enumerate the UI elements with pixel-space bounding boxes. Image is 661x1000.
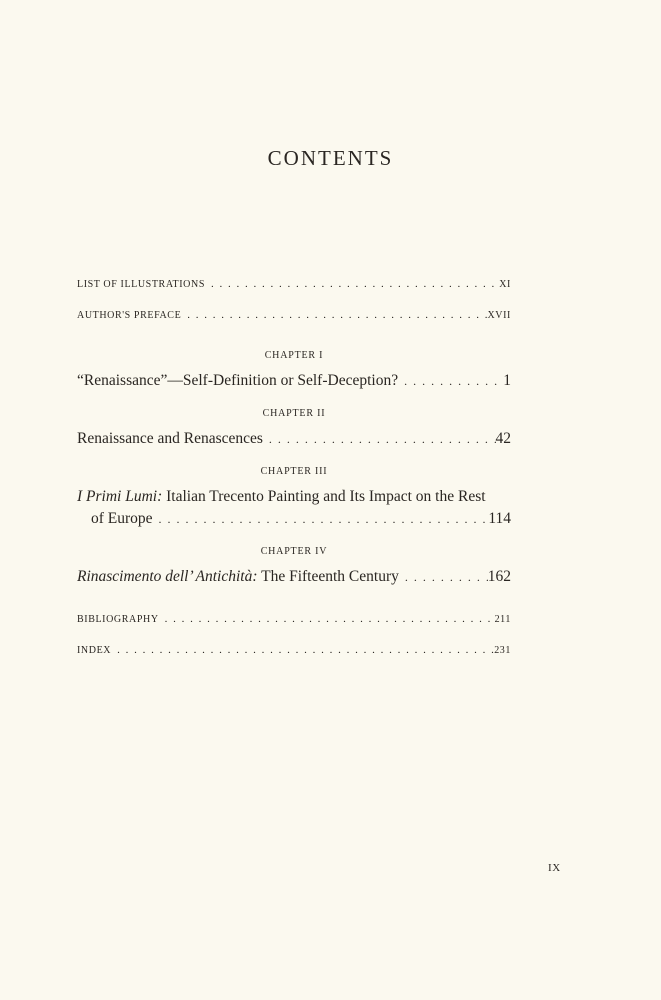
chapter-heading: CHAPTER II: [262, 408, 326, 419]
toc-entry-chapter-2[interactable]: [77, 428, 511, 450]
dot-leader: [153, 508, 489, 530]
toc-entry-label: of Europe: [91, 510, 153, 527]
toc-entry-label: Renaissance and Renascences: [77, 430, 263, 447]
toc-entry-title-rest: The Fifteenth Century: [257, 568, 399, 585]
toc-entry-title-continuation: [77, 508, 511, 530]
toc-entry-chapter-3[interactable]: [77, 486, 511, 530]
toc-entry-page: 1: [503, 372, 511, 389]
page-number: IX: [548, 862, 561, 874]
toc-entry-chapter-4[interactable]: [77, 566, 511, 588]
toc-entry-title-rest: Italian Trecento Painting and Its Impact on the Rest: [162, 488, 486, 505]
toc-entry-page: 162: [487, 568, 511, 585]
toc-entry-chapter-1[interactable]: [77, 370, 511, 392]
toc-entry-list-of-illustrations[interactable]: [77, 272, 511, 303]
toc-entry-label: AUTHOR'S PREFACE: [77, 310, 182, 321]
chapter-heading: CHAPTER III: [260, 466, 328, 477]
toc-entry-italic-title: I Primi Lumi:: [77, 488, 163, 505]
toc-entry-page: 114: [488, 510, 511, 527]
dot-leader: [205, 272, 499, 296]
table-of-contents: [77, 272, 511, 669]
toc-entry-page: XVII: [487, 310, 511, 321]
toc-entry-label: LIST OF ILLUSTRATIONS: [77, 279, 205, 290]
toc-entry-label: INDEX: [77, 645, 112, 656]
toc-entry-index[interactable]: [77, 638, 511, 669]
chapter-heading: CHAPTER IV: [260, 546, 328, 557]
dot-leader: [398, 370, 503, 392]
dot-leader: [111, 638, 494, 662]
toc-entry-authors-preface[interactable]: [77, 303, 511, 334]
dot-leader: [181, 303, 487, 327]
toc-entry-title-line: [77, 486, 511, 508]
toc-entry-italic-title: Rinascimento dell’ Antichità:: [77, 568, 258, 585]
toc-entry-page: 211: [494, 614, 511, 625]
toc-entry-page: 231: [494, 645, 511, 656]
toc-entry-label: [77, 566, 399, 588]
toc-entry-label: BIBLIOGRAPHY: [77, 614, 159, 625]
toc-entry-page: 42: [495, 430, 511, 447]
dot-leader: [263, 428, 496, 450]
dot-leader: [159, 607, 495, 631]
chapter-heading: CHAPTER I: [264, 350, 324, 361]
toc-entry-page: XI: [499, 279, 511, 290]
page-title: CONTENTS: [267, 146, 394, 170]
toc-entry-bibliography[interactable]: [77, 607, 511, 638]
toc-entry-label: “Renaissance”—Self-Definition or Self-Deception?: [77, 372, 399, 389]
dot-leader: [399, 566, 488, 588]
